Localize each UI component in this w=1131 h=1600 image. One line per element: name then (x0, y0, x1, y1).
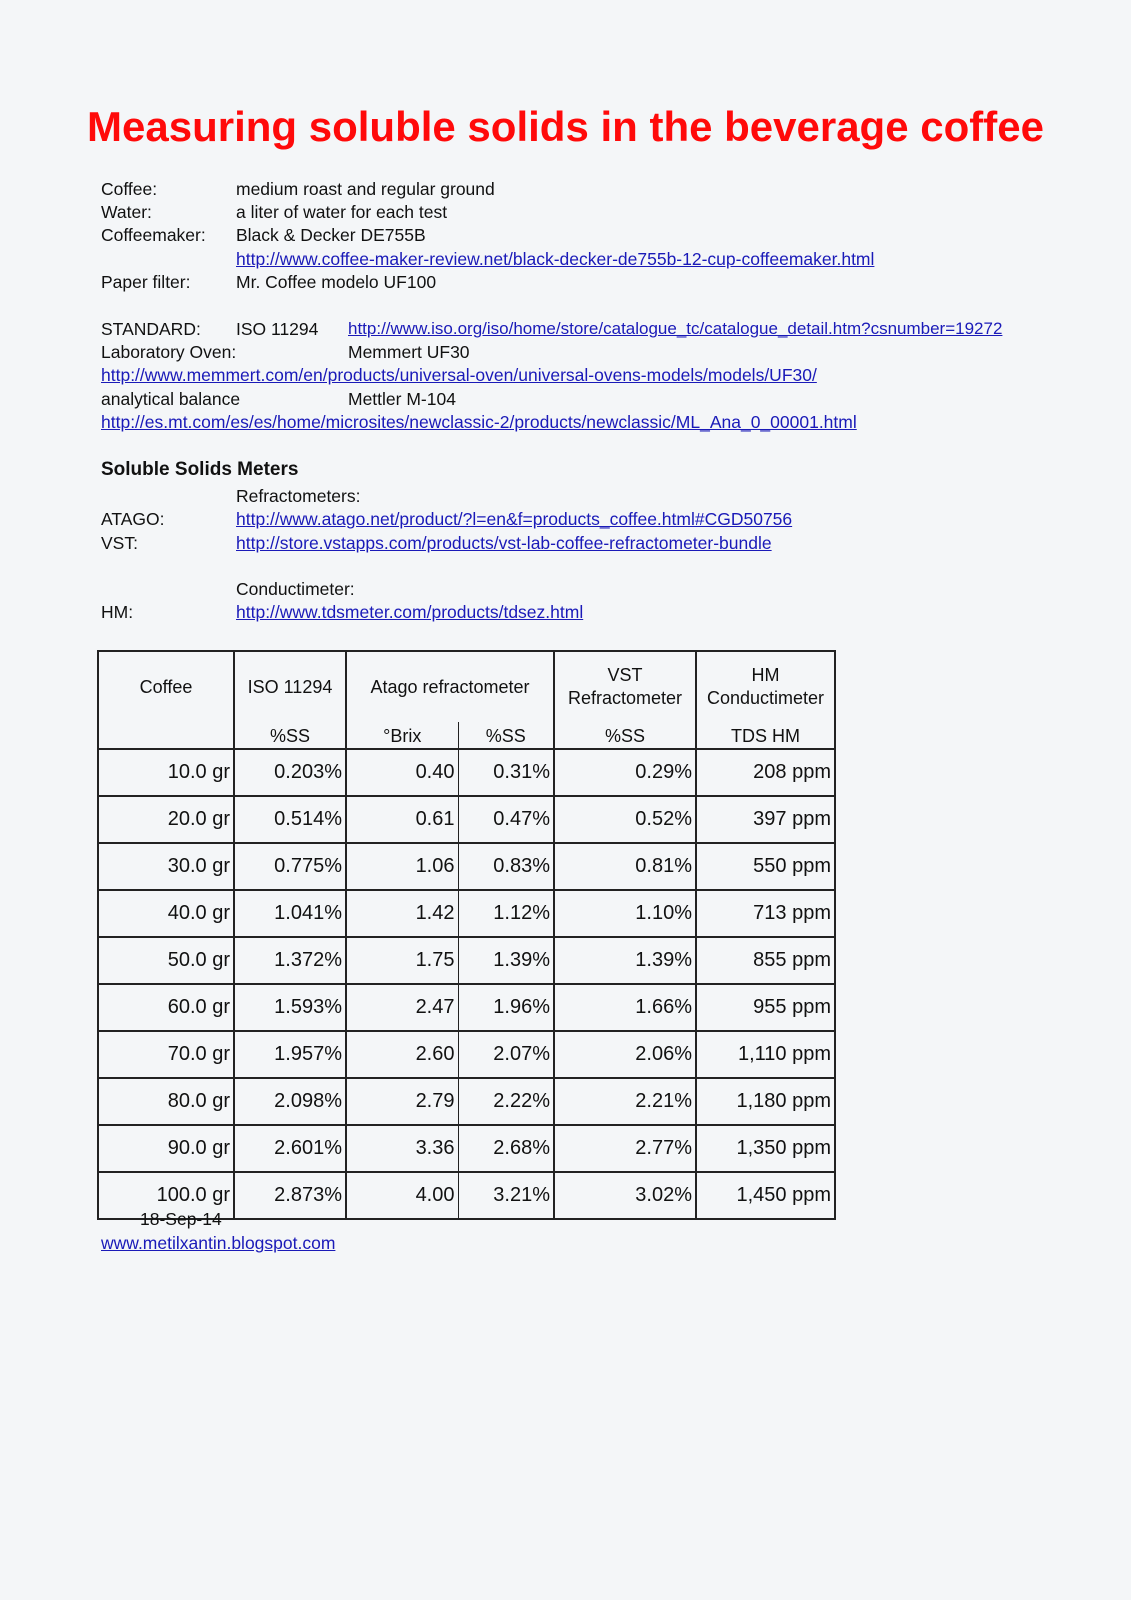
cell-atago-ss: 2.68% (458, 1125, 554, 1172)
cell-atago-ss: 1.12% (458, 890, 554, 937)
cell-atago-brix: 2.79 (346, 1078, 458, 1125)
cell-atago-ss: 0.31% (458, 749, 554, 796)
cell-atago-ss: 0.47% (458, 796, 554, 843)
hm-link[interactable]: http://www.tdsmeter.com/products/tdsez.html (236, 602, 584, 622)
cell-vst-ss: 3.02% (554, 1172, 696, 1219)
balance-label: analytical balance (101, 389, 241, 409)
cell-iso-ss: 1.041% (234, 890, 346, 937)
table-row (98, 843, 835, 890)
unit-atago-ss: %SS (458, 722, 554, 749)
footer-website-link[interactable]: www.metilxantin.blogspot.com (101, 1233, 336, 1253)
cell-coffee-amount: 60.0 gr (98, 984, 234, 1031)
cell-vst-ss: 1.39% (554, 937, 696, 984)
paper-filter-value: Mr. Coffee modelo UF100 (236, 272, 437, 292)
cell-vst-ss: 2.06% (554, 1031, 696, 1078)
cell-atago-brix: 1.42 (346, 890, 458, 937)
coffeemaker-label: Coffeemaker: (101, 225, 206, 245)
vst-label: VST: (101, 533, 138, 553)
header-vst-line1: VST (607, 665, 643, 685)
cell-vst-ss: 0.29% (554, 749, 696, 796)
cell-hm-tds: 1,180 ppm (696, 1078, 835, 1125)
cell-vst-ss: 0.52% (554, 796, 696, 843)
header-coffee: Coffee (98, 651, 234, 722)
cell-atago-ss: 2.07% (458, 1031, 554, 1078)
atago-link[interactable]: http://www.atago.net/product/?l=en&f=products_coffee.html#CGD50756 (236, 509, 793, 529)
footer-date: 18-Sep-14 (140, 1209, 222, 1229)
cell-coffee-amount: 90.0 gr (98, 1125, 234, 1172)
cell-vst-ss: 2.77% (554, 1125, 696, 1172)
paper-filter-label: Paper filter: (101, 272, 191, 292)
coffeemaker-value: Black & Decker DE755B (236, 225, 426, 245)
cell-iso-ss: 1.593% (234, 984, 346, 1031)
unit-coffee (98, 722, 234, 749)
header-hm-line2: Conductimeter (706, 688, 825, 708)
cell-atago-brix: 2.60 (346, 1031, 458, 1078)
table-row (98, 1031, 835, 1078)
water-label: Water: (101, 202, 152, 222)
table-row (98, 937, 835, 984)
cell-iso-ss: 1.372% (234, 937, 346, 984)
cell-hm-tds: 855 ppm (696, 937, 835, 984)
oven-value: Memmert UF30 (348, 342, 470, 362)
conductimeter-label: Conductimeter: (236, 579, 355, 599)
page-title: Measuring soluble solids in the beverage coffee (87, 103, 1044, 150)
table-header-row (98, 651, 835, 722)
standard-value: ISO 11294 (236, 319, 319, 339)
cell-atago-brix: 3.36 (346, 1125, 458, 1172)
cell-atago-brix: 2.47 (346, 984, 458, 1031)
cell-iso-ss: 2.098% (234, 1078, 346, 1125)
unit-brix: °Brix (346, 722, 458, 749)
unit-hm: TDS HM (696, 722, 835, 749)
header-hm (696, 651, 835, 722)
cell-atago-brix: 0.61 (346, 796, 458, 843)
cell-iso-ss: 0.514% (234, 796, 346, 843)
cell-atago-brix: 4.00 (346, 1172, 458, 1219)
cell-hm-tds: 713 ppm (696, 890, 835, 937)
balance-value: Mettler M-104 (348, 389, 456, 409)
cell-coffee-amount: 30.0 gr (98, 843, 234, 890)
cell-coffee-amount: 10.0 gr (98, 749, 234, 796)
water-value: a liter of water for each test (236, 202, 448, 222)
cell-atago-ss: 0.83% (458, 843, 554, 890)
results-table (97, 650, 836, 1220)
unit-vst: %SS (554, 722, 696, 749)
cell-iso-ss: 1.957% (234, 1031, 346, 1078)
meters-heading: Soluble Solids Meters (101, 459, 299, 480)
oven-label: Laboratory Oven: (101, 342, 237, 362)
cell-iso-ss: 2.873% (234, 1172, 346, 1219)
table-units-row (98, 722, 835, 749)
balance-link[interactable]: http://es.mt.com/es/es/home/microsites/newclassic-2/products/newclassic/ML_Ana_0_00001.html (101, 412, 857, 432)
header-vst (554, 651, 696, 722)
hm-label: HM: (101, 602, 134, 622)
cell-coffee-amount: 40.0 gr (98, 890, 234, 937)
cell-coffee-amount: 70.0 gr (98, 1031, 234, 1078)
cell-atago-ss: 2.22% (458, 1078, 554, 1125)
cell-atago-ss: 1.39% (458, 937, 554, 984)
standard-label: STANDARD: (101, 319, 201, 339)
table-body (98, 749, 835, 1219)
header-iso: ISO 11294 (234, 651, 346, 722)
cell-hm-tds: 955 ppm (696, 984, 835, 1031)
atago-label: ATAGO: (101, 509, 165, 529)
cell-coffee-amount: 80.0 gr (98, 1078, 234, 1125)
cell-coffee-amount: 20.0 gr (98, 796, 234, 843)
cell-vst-ss: 1.66% (554, 984, 696, 1031)
cell-vst-ss: 1.10% (554, 890, 696, 937)
oven-link[interactable]: http://www.memmert.com/en/products/universal-oven/universal-ovens-models/models/UF30/ (101, 365, 817, 385)
cell-hm-tds: 1,450 ppm (696, 1172, 835, 1219)
cell-coffee-amount: 100.0 gr (98, 1172, 234, 1219)
coffeemaker-link[interactable]: http://www.coffee-maker-review.net/black-decker-de755b-12-cup-coffeemaker.html (236, 249, 875, 269)
iso-link[interactable]: http://www.iso.org/iso/home/store/catalogue_tc/catalogue_detail.htm?csnumber=19272 (348, 319, 1003, 338)
coffee-label: Coffee: (101, 179, 158, 199)
unit-iso: %SS (234, 722, 346, 749)
table-row (98, 749, 835, 796)
cell-coffee-amount: 50.0 gr (98, 937, 234, 984)
table-row (98, 984, 835, 1031)
cell-atago-ss: 1.96% (458, 984, 554, 1031)
cell-hm-tds: 550 ppm (696, 843, 835, 890)
table-row (98, 1125, 835, 1172)
cell-vst-ss: 0.81% (554, 843, 696, 890)
cell-atago-brix: 1.75 (346, 937, 458, 984)
table-row (98, 1078, 835, 1125)
cell-hm-tds: 1,350 ppm (696, 1125, 835, 1172)
cell-vst-ss: 2.21% (554, 1078, 696, 1125)
cell-iso-ss: 0.775% (234, 843, 346, 890)
coffee-value: medium roast and regular ground (236, 179, 495, 199)
table-row (98, 890, 835, 937)
cell-iso-ss: 2.601% (234, 1125, 346, 1172)
header-atago: Atago refractometer (346, 651, 554, 722)
cell-hm-tds: 208 ppm (696, 749, 835, 796)
cell-hm-tds: 1,110 ppm (696, 1031, 835, 1078)
cell-iso-ss: 0.203% (234, 749, 346, 796)
refractometers-label: Refractometers: (236, 486, 361, 506)
cell-atago-ss: 3.21% (458, 1172, 554, 1219)
header-hm-line1: HM (751, 665, 780, 685)
cell-hm-tds: 397 ppm (696, 796, 835, 843)
table-row (98, 796, 835, 843)
vst-link[interactable]: http://store.vstapps.com/products/vst-lab-coffee-refractometer-bundle (236, 533, 772, 553)
header-vst-line2: Refractometer (567, 688, 683, 708)
cell-atago-brix: 1.06 (346, 843, 458, 890)
cell-atago-brix: 0.40 (346, 749, 458, 796)
